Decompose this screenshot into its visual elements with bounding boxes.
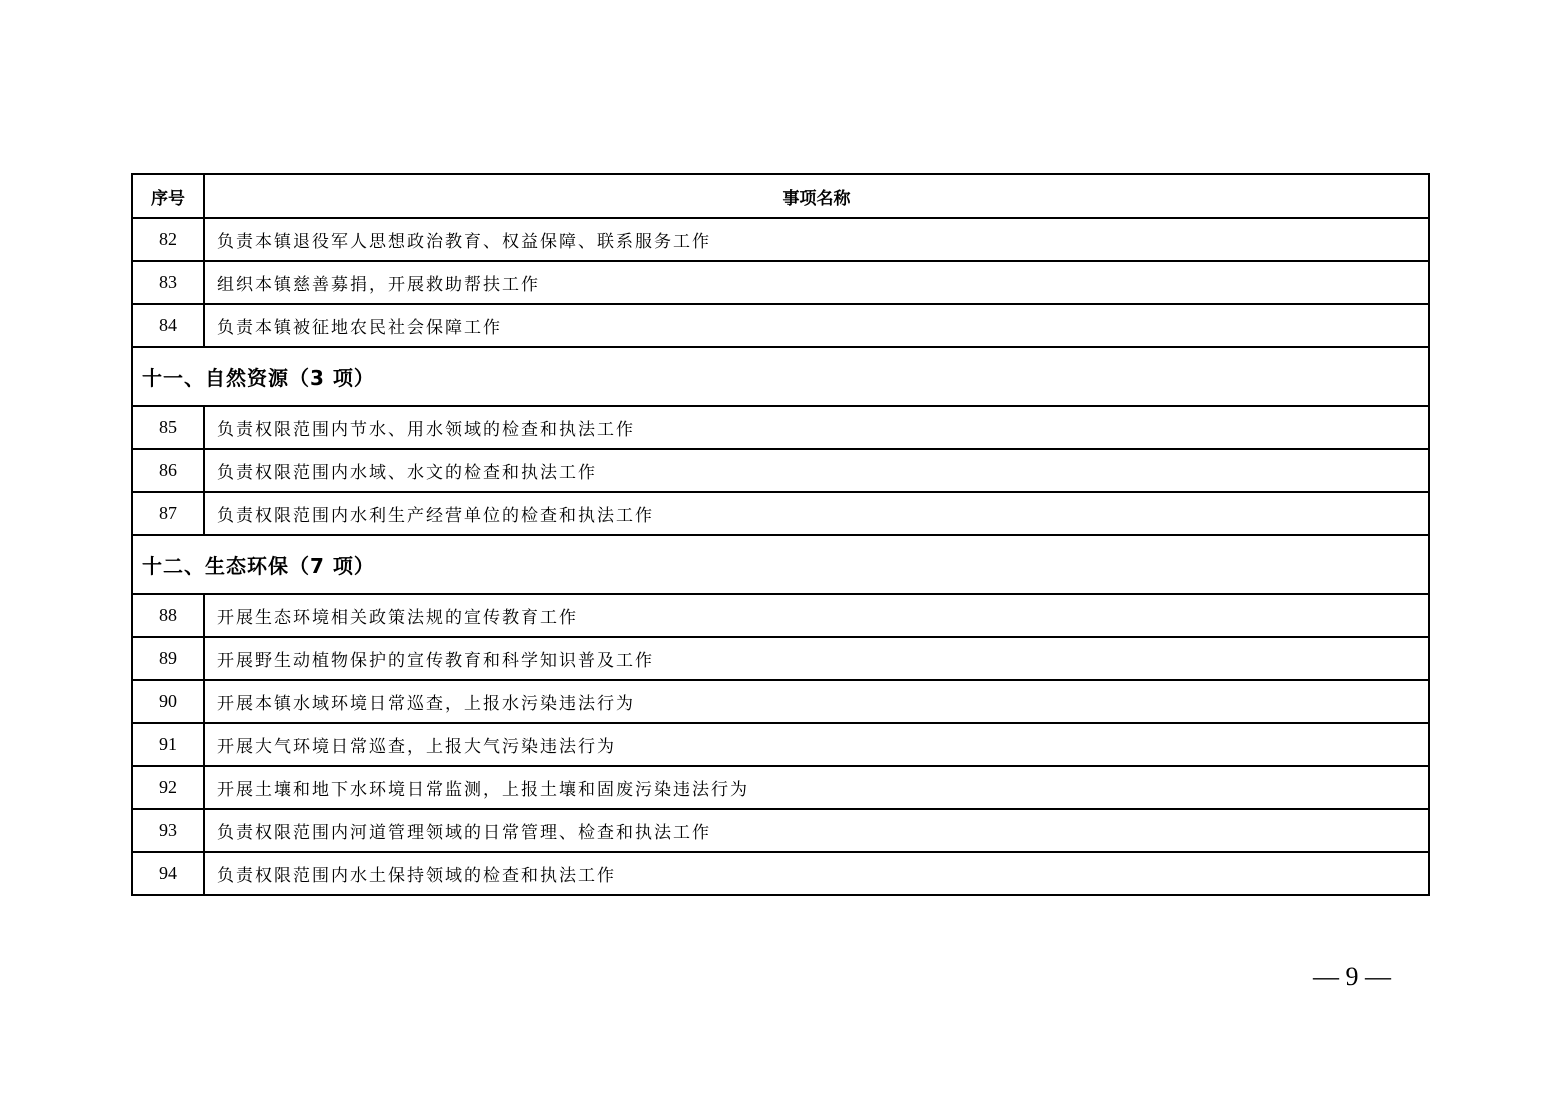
index-column-header: 序号 xyxy=(132,174,204,218)
table-row xyxy=(132,406,1429,449)
row-index: 91 xyxy=(132,723,204,766)
row-item-name: 组织本镇慈善募捐，开展救助帮扶工作 xyxy=(204,261,1429,304)
section-title: 十一、自然资源（3 项） xyxy=(132,347,1429,406)
section-row xyxy=(132,535,1429,594)
row-item-name: 负责权限范围内水域、水文的检查和执法工作 xyxy=(204,449,1429,492)
row-item-name: 负责权限范围内节水、用水领域的检查和执法工作 xyxy=(204,406,1429,449)
row-item-name: 开展本镇水域环境日常巡查，上报水污染违法行为 xyxy=(204,680,1429,723)
row-item-name: 负责权限范围内水利生产经营单位的检查和执法工作 xyxy=(204,492,1429,535)
row-index: 85 xyxy=(132,406,204,449)
table-row xyxy=(132,304,1429,347)
name-column-header: 事项名称 xyxy=(204,174,1429,218)
item-table-container xyxy=(131,173,1428,896)
row-index: 87 xyxy=(132,492,204,535)
row-item-name: 开展生态环境相关政策法规的宣传教育工作 xyxy=(204,594,1429,637)
row-index: 82 xyxy=(132,218,204,261)
table-row xyxy=(132,218,1429,261)
row-index: 83 xyxy=(132,261,204,304)
page-number: — 9 — xyxy=(1313,962,1391,991)
row-index: 84 xyxy=(132,304,204,347)
row-index: 94 xyxy=(132,852,204,895)
row-index: 92 xyxy=(132,766,204,809)
table-row xyxy=(132,449,1429,492)
table-row xyxy=(132,723,1429,766)
table-row xyxy=(132,261,1429,304)
row-index: 93 xyxy=(132,809,204,852)
table-row xyxy=(132,637,1429,680)
table-body xyxy=(132,218,1429,895)
row-item-name: 负责本镇被征地农民社会保障工作 xyxy=(204,304,1429,347)
row-item-name: 负责本镇退役军人思想政治教育、权益保障、联系服务工作 xyxy=(204,218,1429,261)
table-row xyxy=(132,809,1429,852)
row-index: 86 xyxy=(132,449,204,492)
table-row xyxy=(132,766,1429,809)
row-index: 89 xyxy=(132,637,204,680)
row-item-name: 开展野生动植物保护的宣传教育和科学知识普及工作 xyxy=(204,637,1429,680)
row-item-name: 负责权限范围内河道管理领域的日常管理、检查和执法工作 xyxy=(204,809,1429,852)
section-title: 十二、生态环保（7 项） xyxy=(132,535,1429,594)
row-index: 90 xyxy=(132,680,204,723)
item-table xyxy=(131,173,1430,896)
table-row xyxy=(132,852,1429,895)
row-index: 88 xyxy=(132,594,204,637)
table-row xyxy=(132,680,1429,723)
row-item-name: 开展土壤和地下水环境日常监测，上报土壤和固废污染违法行为 xyxy=(204,766,1429,809)
section-row xyxy=(132,347,1429,406)
row-item-name: 负责权限范围内水土保持领域的检查和执法工作 xyxy=(204,852,1429,895)
table-header-row xyxy=(132,174,1429,218)
table-row xyxy=(132,594,1429,637)
table-row xyxy=(132,492,1429,535)
row-item-name: 开展大气环境日常巡查，上报大气污染违法行为 xyxy=(204,723,1429,766)
